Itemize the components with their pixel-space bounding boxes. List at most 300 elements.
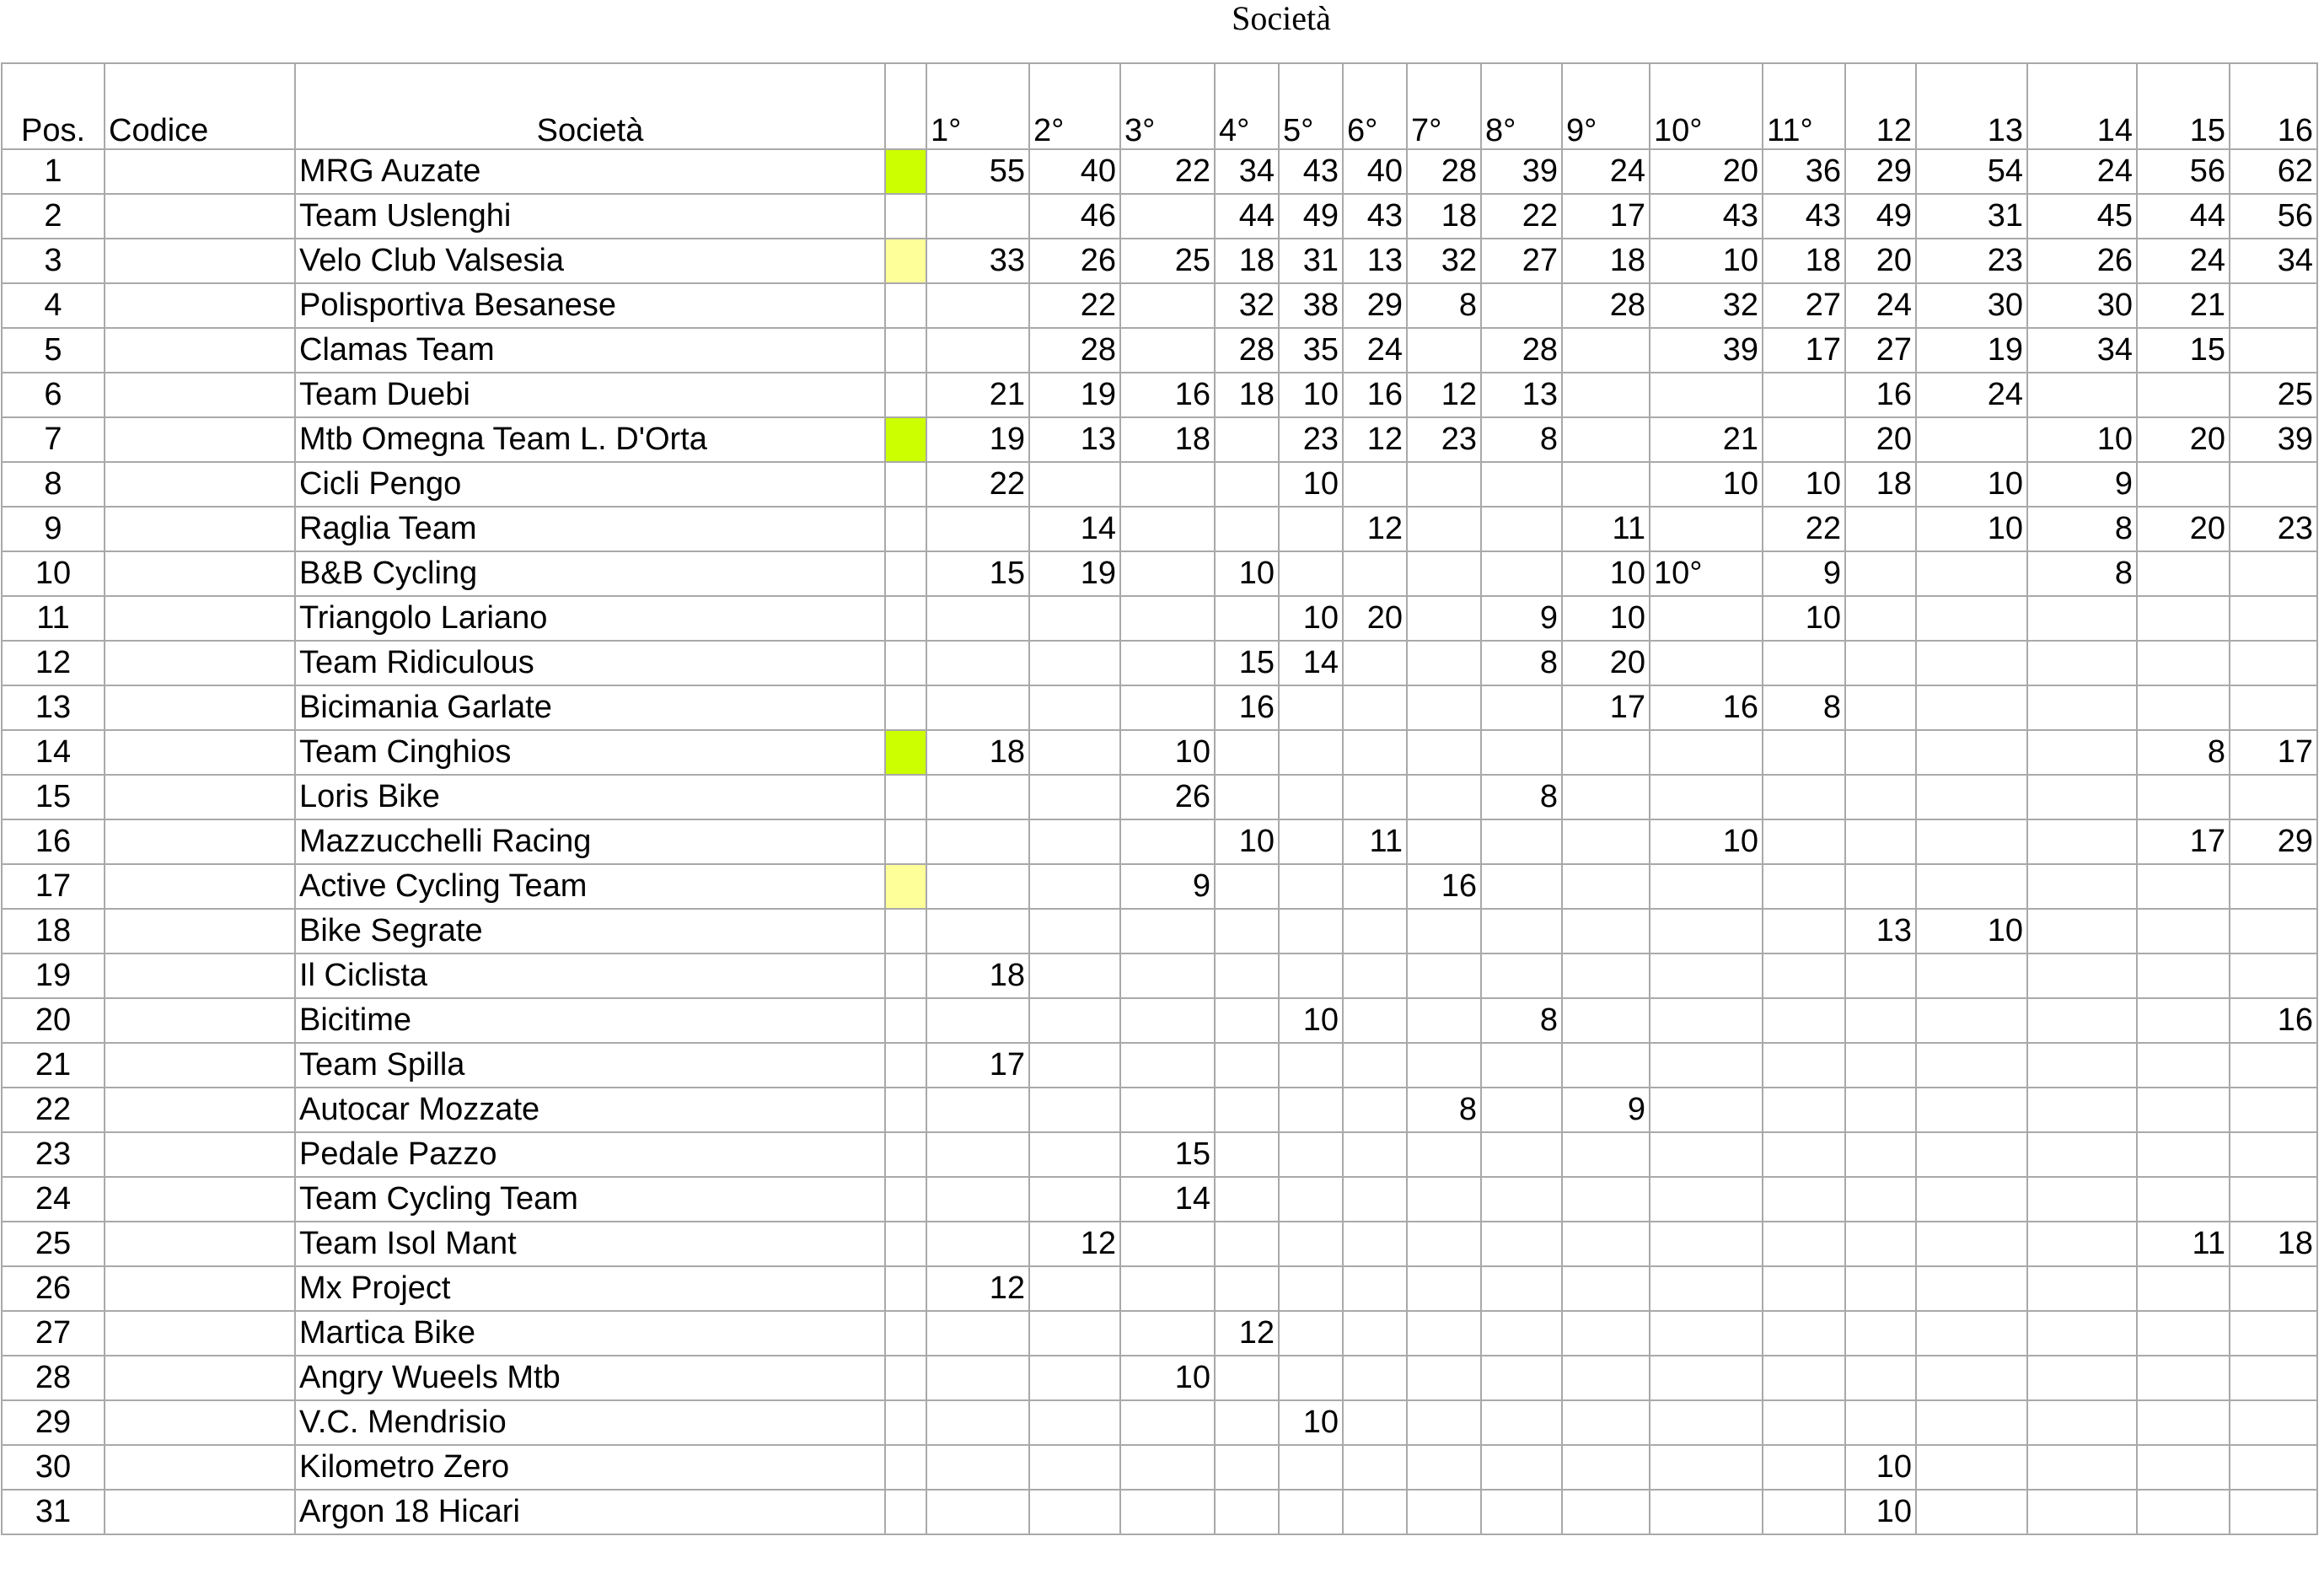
score-cell[interactable] (1343, 998, 1407, 1043)
score-cell[interactable] (1650, 998, 1763, 1043)
score-cell[interactable] (1279, 1356, 1343, 1400)
score-cell[interactable] (1562, 373, 1650, 417)
code-cell[interactable] (105, 864, 295, 909)
score-cell[interactable] (1650, 864, 1763, 909)
score-cell[interactable] (1215, 1266, 1279, 1311)
score-cell[interactable] (2027, 373, 2137, 417)
score-cell[interactable] (1407, 1400, 1481, 1445)
score-cell[interactable]: 17 (1763, 328, 1845, 373)
score-cell[interactable] (1916, 1490, 2027, 1534)
score-cell[interactable] (1845, 1222, 1916, 1266)
score-cell[interactable] (1407, 685, 1481, 730)
score-cell[interactable] (926, 507, 1029, 551)
score-cell[interactable] (2137, 1445, 2230, 1490)
score-cell[interactable] (1562, 864, 1650, 909)
score-cell[interactable] (1343, 1043, 1407, 1088)
score-cell[interactable] (1481, 819, 1562, 864)
score-cell[interactable] (2137, 1177, 2230, 1222)
score-cell[interactable] (1845, 1043, 1916, 1088)
score-cell[interactable]: 8 (2027, 507, 2137, 551)
score-cell[interactable] (1562, 417, 1650, 462)
pos-cell[interactable]: 12 (2, 641, 105, 685)
mark-cell[interactable] (885, 1356, 926, 1400)
score-cell[interactable] (1763, 1222, 1845, 1266)
score-cell[interactable] (1279, 1311, 1343, 1356)
score-cell[interactable]: 39 (1650, 328, 1763, 373)
score-cell[interactable]: 49 (1845, 194, 1916, 239)
score-cell[interactable] (2027, 641, 2137, 685)
score-cell[interactable] (1407, 775, 1481, 819)
score-cell[interactable] (2137, 1490, 2230, 1534)
code-cell[interactable] (105, 819, 295, 864)
score-cell[interactable] (2230, 328, 2317, 373)
header-round-3[interactable]: 3° (1120, 63, 1215, 149)
score-cell[interactable]: 43 (1343, 194, 1407, 239)
score-cell[interactable] (1120, 1400, 1215, 1445)
header-round-10[interactable]: 10° (1650, 63, 1763, 149)
score-cell[interactable] (1481, 1311, 1562, 1356)
score-cell[interactable]: 24 (2137, 239, 2230, 283)
score-cell[interactable]: 26 (2027, 239, 2137, 283)
score-cell[interactable]: 25 (2230, 373, 2317, 417)
score-cell[interactable]: 40 (1343, 149, 1407, 194)
header-round-12[interactable]: 12 (1845, 63, 1916, 149)
score-cell[interactable] (2137, 953, 2230, 998)
score-cell[interactable] (1029, 462, 1120, 507)
score-cell[interactable] (1481, 1266, 1562, 1311)
score-cell[interactable] (1562, 819, 1650, 864)
score-cell[interactable] (1763, 730, 1845, 775)
score-cell[interactable]: 20 (1650, 149, 1763, 194)
score-cell[interactable] (2230, 1311, 2317, 1356)
society-cell[interactable]: Bicitime (295, 998, 885, 1043)
score-cell[interactable] (1120, 1445, 1215, 1490)
score-cell[interactable] (1562, 909, 1650, 953)
score-cell[interactable] (1407, 819, 1481, 864)
score-cell[interactable]: 12 (926, 1266, 1029, 1311)
score-cell[interactable]: 56 (2137, 149, 2230, 194)
score-cell[interactable] (1343, 775, 1407, 819)
score-cell[interactable] (2137, 551, 2230, 596)
society-cell[interactable]: Kilometro Zero (295, 1445, 885, 1490)
score-cell[interactable]: 15 (1215, 641, 1279, 685)
score-cell[interactable] (1763, 373, 1845, 417)
score-cell[interactable] (1029, 685, 1120, 730)
score-cell[interactable]: 9 (1481, 596, 1562, 641)
score-cell[interactable] (1343, 1311, 1407, 1356)
score-cell[interactable]: 10 (1763, 462, 1845, 507)
score-cell[interactable] (1120, 328, 1215, 373)
score-cell[interactable] (1215, 596, 1279, 641)
score-cell[interactable] (1845, 685, 1916, 730)
score-cell[interactable]: 25 (1120, 239, 1215, 283)
score-cell[interactable]: 46 (1029, 194, 1120, 239)
society-cell[interactable]: Team Cycling Team (295, 1177, 885, 1222)
score-cell[interactable] (1481, 551, 1562, 596)
score-cell[interactable] (1407, 328, 1481, 373)
score-cell[interactable]: 18 (926, 953, 1029, 998)
score-cell[interactable] (1343, 1132, 1407, 1177)
score-cell[interactable] (2137, 864, 2230, 909)
society-cell[interactable]: Team Duebi (295, 373, 885, 417)
score-cell[interactable]: 45 (2027, 194, 2137, 239)
pos-cell[interactable]: 29 (2, 1400, 105, 1445)
society-cell[interactable]: Cicli Pengo (295, 462, 885, 507)
mark-cell[interactable] (885, 1132, 926, 1177)
score-cell[interactable] (1407, 1177, 1481, 1222)
score-cell[interactable]: 35 (1279, 328, 1343, 373)
mark-cell[interactable] (885, 373, 926, 417)
score-cell[interactable] (1407, 462, 1481, 507)
score-cell[interactable] (1562, 1177, 1650, 1222)
score-cell[interactable] (1763, 1177, 1845, 1222)
score-cell[interactable]: 26 (1120, 775, 1215, 819)
score-cell[interactable]: 28 (1029, 328, 1120, 373)
score-cell[interactable]: 54 (1916, 149, 2027, 194)
score-cell[interactable]: 44 (1215, 194, 1279, 239)
score-cell[interactable] (1215, 953, 1279, 998)
score-cell[interactable] (1845, 1356, 1916, 1400)
score-cell[interactable] (1481, 1088, 1562, 1132)
score-cell[interactable] (1029, 1266, 1120, 1311)
score-cell[interactable]: 10 (1120, 1356, 1215, 1400)
score-cell[interactable] (1343, 1400, 1407, 1445)
header-round-11[interactable]: 11° (1763, 63, 1845, 149)
score-cell[interactable] (1481, 1490, 1562, 1534)
score-cell[interactable] (1916, 417, 2027, 462)
score-cell[interactable]: 20 (1845, 417, 1916, 462)
score-cell[interactable]: 16 (1650, 685, 1763, 730)
score-cell[interactable]: 21 (926, 373, 1029, 417)
score-cell[interactable] (1215, 730, 1279, 775)
score-cell[interactable] (2137, 1400, 2230, 1445)
score-cell[interactable]: 24 (1845, 283, 1916, 328)
mark-cell[interactable] (885, 1266, 926, 1311)
score-cell[interactable] (1215, 462, 1279, 507)
society-cell[interactable]: Il Ciclista (295, 953, 885, 998)
pos-cell[interactable]: 26 (2, 1266, 105, 1311)
mark-cell[interactable] (885, 909, 926, 953)
score-cell[interactable]: 28 (1407, 149, 1481, 194)
mark-cell[interactable] (885, 641, 926, 685)
pos-cell[interactable]: 3 (2, 239, 105, 283)
score-cell[interactable] (1916, 1222, 2027, 1266)
score-cell[interactable]: 22 (1120, 149, 1215, 194)
score-cell[interactable]: 38 (1279, 283, 1343, 328)
score-cell[interactable]: 15 (926, 551, 1029, 596)
score-cell[interactable] (2027, 1311, 2137, 1356)
score-cell[interactable] (1562, 1132, 1650, 1177)
score-cell[interactable] (1215, 1445, 1279, 1490)
score-cell[interactable] (1215, 1088, 1279, 1132)
score-cell[interactable]: 18 (1845, 462, 1916, 507)
score-cell[interactable]: 12 (1407, 373, 1481, 417)
pos-cell[interactable]: 11 (2, 596, 105, 641)
score-cell[interactable] (1215, 1043, 1279, 1088)
score-cell[interactable] (1562, 1222, 1650, 1266)
score-cell[interactable] (926, 1311, 1029, 1356)
score-cell[interactable] (1215, 1400, 1279, 1445)
score-cell[interactable]: 19 (1916, 328, 2027, 373)
score-cell[interactable] (1279, 909, 1343, 953)
score-cell[interactable]: 20 (1343, 596, 1407, 641)
score-cell[interactable]: 23 (1279, 417, 1343, 462)
mark-cell[interactable] (885, 239, 926, 283)
score-cell[interactable]: 20 (1845, 239, 1916, 283)
score-cell[interactable] (1407, 641, 1481, 685)
score-cell[interactable] (1343, 685, 1407, 730)
score-cell[interactable] (1650, 1311, 1763, 1356)
score-cell[interactable]: 22 (1481, 194, 1562, 239)
code-cell[interactable] (105, 149, 295, 194)
score-cell[interactable] (926, 1400, 1029, 1445)
score-cell[interactable]: 18 (1562, 239, 1650, 283)
score-cell[interactable] (1845, 641, 1916, 685)
score-cell[interactable] (1343, 551, 1407, 596)
score-cell[interactable] (2027, 1490, 2137, 1534)
score-cell[interactable]: 28 (1215, 328, 1279, 373)
score-cell[interactable] (1845, 1177, 1916, 1222)
pos-cell[interactable]: 8 (2, 462, 105, 507)
score-cell[interactable]: 55 (926, 149, 1029, 194)
score-cell[interactable]: 10 (1279, 998, 1343, 1043)
score-cell[interactable] (1279, 1088, 1343, 1132)
score-cell[interactable] (1916, 1088, 2027, 1132)
score-cell[interactable] (1481, 864, 1562, 909)
score-cell[interactable]: 9 (1562, 1088, 1650, 1132)
score-cell[interactable] (1845, 864, 1916, 909)
score-cell[interactable]: 13 (1343, 239, 1407, 283)
score-cell[interactable] (1916, 1043, 2027, 1088)
mark-cell[interactable] (885, 1043, 926, 1088)
pos-cell[interactable]: 18 (2, 909, 105, 953)
code-cell[interactable] (105, 462, 295, 507)
pos-cell[interactable]: 27 (2, 1311, 105, 1356)
society-cell[interactable]: Active Cycling Team (295, 864, 885, 909)
score-cell[interactable] (1029, 1088, 1120, 1132)
score-cell[interactable] (1029, 1177, 1120, 1222)
score-cell[interactable] (1562, 953, 1650, 998)
score-cell[interactable]: 10 (1916, 462, 2027, 507)
score-cell[interactable] (1120, 909, 1215, 953)
code-cell[interactable] (105, 1445, 295, 1490)
score-cell[interactable] (1215, 417, 1279, 462)
score-cell[interactable] (1279, 1490, 1343, 1534)
score-cell[interactable]: 10 (1650, 239, 1763, 283)
score-cell[interactable] (1343, 909, 1407, 953)
score-cell[interactable] (2027, 1088, 2137, 1132)
score-cell[interactable] (1916, 1445, 2027, 1490)
score-cell[interactable] (1916, 998, 2027, 1043)
score-cell[interactable] (2137, 998, 2230, 1043)
score-cell[interactable] (1407, 1311, 1481, 1356)
mark-cell[interactable] (885, 730, 926, 775)
score-cell[interactable] (1481, 283, 1562, 328)
score-cell[interactable] (1562, 1043, 1650, 1088)
score-cell[interactable]: 18 (1407, 194, 1481, 239)
score-cell[interactable]: 43 (1279, 149, 1343, 194)
score-cell[interactable] (1650, 596, 1763, 641)
score-cell[interactable] (1407, 1266, 1481, 1311)
code-cell[interactable] (105, 1177, 295, 1222)
header-round-14[interactable]: 14 (2027, 63, 2137, 149)
score-cell[interactable] (1120, 462, 1215, 507)
score-cell[interactable] (1343, 864, 1407, 909)
score-cell[interactable] (1763, 998, 1845, 1043)
score-cell[interactable] (926, 596, 1029, 641)
score-cell[interactable] (1763, 775, 1845, 819)
score-cell[interactable]: 19 (1029, 551, 1120, 596)
score-cell[interactable]: 18 (1763, 239, 1845, 283)
score-cell[interactable]: 9 (1120, 864, 1215, 909)
header-round-7[interactable]: 7° (1407, 63, 1481, 149)
score-cell[interactable] (1343, 953, 1407, 998)
score-cell[interactable] (926, 775, 1029, 819)
score-cell[interactable] (1763, 864, 1845, 909)
score-cell[interactable] (1029, 1132, 1120, 1177)
score-cell[interactable] (1120, 283, 1215, 328)
score-cell[interactable]: 16 (1215, 685, 1279, 730)
score-cell[interactable] (1763, 417, 1845, 462)
score-cell[interactable]: 31 (1916, 194, 2027, 239)
score-cell[interactable] (1916, 1311, 2027, 1356)
score-cell[interactable] (2230, 1132, 2317, 1177)
score-cell[interactable]: 27 (1481, 239, 1562, 283)
score-cell[interactable] (1120, 596, 1215, 641)
score-cell[interactable]: 43 (1650, 194, 1763, 239)
score-cell[interactable] (1029, 953, 1120, 998)
pos-cell[interactable]: 6 (2, 373, 105, 417)
score-cell[interactable] (1481, 730, 1562, 775)
score-cell[interactable]: 36 (1763, 149, 1845, 194)
score-cell[interactable] (1120, 551, 1215, 596)
score-cell[interactable] (926, 283, 1029, 328)
score-cell[interactable]: 10 (1215, 551, 1279, 596)
mark-cell[interactable] (885, 1490, 926, 1534)
score-cell[interactable]: 39 (2230, 417, 2317, 462)
score-cell[interactable] (2230, 1177, 2317, 1222)
score-cell[interactable] (1407, 1445, 1481, 1490)
score-cell[interactable] (1279, 953, 1343, 998)
score-cell[interactable] (1562, 1311, 1650, 1356)
score-cell[interactable] (2137, 685, 2230, 730)
score-cell[interactable]: 18 (1120, 417, 1215, 462)
score-cell[interactable]: 40 (1029, 149, 1120, 194)
pos-cell[interactable]: 21 (2, 1043, 105, 1088)
score-cell[interactable] (1763, 1356, 1845, 1400)
code-cell[interactable] (105, 641, 295, 685)
score-cell[interactable]: 19 (1029, 373, 1120, 417)
score-cell[interactable] (1343, 1490, 1407, 1534)
society-cell[interactable]: Mazzucchelli Racing (295, 819, 885, 864)
score-cell[interactable] (1343, 641, 1407, 685)
score-cell[interactable] (1029, 1356, 1120, 1400)
score-cell[interactable]: 29 (2230, 819, 2317, 864)
mark-cell[interactable] (885, 998, 926, 1043)
score-cell[interactable] (1029, 909, 1120, 953)
score-cell[interactable] (1845, 551, 1916, 596)
score-cell[interactable]: 20 (1562, 641, 1650, 685)
score-cell[interactable] (926, 1132, 1029, 1177)
score-cell[interactable] (1481, 1356, 1562, 1400)
score-cell[interactable] (1650, 507, 1763, 551)
score-cell[interactable] (1120, 1043, 1215, 1088)
score-cell[interactable] (1215, 1222, 1279, 1266)
score-cell[interactable]: 49 (1279, 194, 1343, 239)
pos-cell[interactable]: 13 (2, 685, 105, 730)
pos-cell[interactable]: 5 (2, 328, 105, 373)
score-cell[interactable] (1562, 462, 1650, 507)
score-cell[interactable] (1029, 1311, 1120, 1356)
score-cell[interactable] (1916, 864, 2027, 909)
score-cell[interactable]: 9 (1763, 551, 1845, 596)
score-cell[interactable]: 8 (1481, 775, 1562, 819)
score-cell[interactable] (1120, 819, 1215, 864)
score-cell[interactable] (2230, 1088, 2317, 1132)
score-cell[interactable] (1029, 998, 1120, 1043)
score-cell[interactable]: 8 (1763, 685, 1845, 730)
score-cell[interactable]: 10 (1279, 462, 1343, 507)
score-cell[interactable]: 17 (1562, 194, 1650, 239)
pos-cell[interactable]: 1 (2, 149, 105, 194)
score-cell[interactable]: 44 (2137, 194, 2230, 239)
score-cell[interactable] (1916, 1400, 2027, 1445)
code-cell[interactable] (105, 239, 295, 283)
score-cell[interactable] (1279, 1177, 1343, 1222)
score-cell[interactable]: 14 (1279, 641, 1343, 685)
society-cell[interactable]: Pedale Pazzo (295, 1132, 885, 1177)
score-cell[interactable] (926, 819, 1029, 864)
society-cell[interactable]: Autocar Mozzate (295, 1088, 885, 1132)
society-cell[interactable]: Bicimania Garlate (295, 685, 885, 730)
score-cell[interactable]: 10 (1916, 909, 2027, 953)
score-cell[interactable] (1215, 507, 1279, 551)
code-cell[interactable] (105, 283, 295, 328)
mark-cell[interactable] (885, 864, 926, 909)
code-cell[interactable] (105, 373, 295, 417)
score-cell[interactable] (1120, 685, 1215, 730)
score-cell[interactable] (1763, 1266, 1845, 1311)
pos-cell[interactable]: 20 (2, 998, 105, 1043)
score-cell[interactable]: 26 (1029, 239, 1120, 283)
score-cell[interactable] (1845, 819, 1916, 864)
score-cell[interactable]: 20 (2137, 507, 2230, 551)
society-cell[interactable]: Raglia Team (295, 507, 885, 551)
score-cell[interactable]: 16 (1407, 864, 1481, 909)
score-cell[interactable] (1215, 998, 1279, 1043)
code-cell[interactable] (105, 1222, 295, 1266)
score-cell[interactable] (1650, 1445, 1763, 1490)
score-cell[interactable] (1562, 1490, 1650, 1534)
score-cell[interactable] (926, 328, 1029, 373)
score-cell[interactable] (1407, 1356, 1481, 1400)
score-cell[interactable]: 22 (926, 462, 1029, 507)
score-cell[interactable] (1562, 1400, 1650, 1445)
code-cell[interactable] (105, 909, 295, 953)
score-cell[interactable] (1916, 596, 2027, 641)
score-cell[interactable]: 24 (2027, 149, 2137, 194)
score-cell[interactable] (2137, 373, 2230, 417)
score-cell[interactable]: 32 (1215, 283, 1279, 328)
score-cell[interactable] (1562, 998, 1650, 1043)
header-society[interactable]: Società (295, 63, 885, 149)
score-cell[interactable] (1763, 953, 1845, 998)
mark-cell[interactable] (885, 1445, 926, 1490)
score-cell[interactable]: 8 (1407, 283, 1481, 328)
header-round-13[interactable]: 13 (1916, 63, 2027, 149)
score-cell[interactable] (1279, 730, 1343, 775)
score-cell[interactable] (2027, 596, 2137, 641)
